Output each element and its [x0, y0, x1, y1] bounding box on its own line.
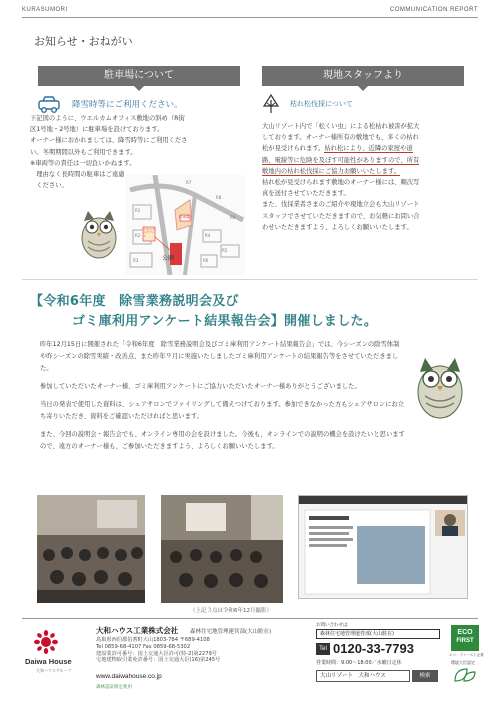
- company-address: [96, 637, 220, 664]
- website-link[interactable]: www.daiwahouse.co.jp: [96, 673, 162, 680]
- wb-caption: 環境大臣認定: [451, 660, 475, 665]
- map-r-label: R7: [186, 180, 192, 185]
- parking-line: オーナー様におかれましては、降雪時等にご利用くださ: [30, 137, 188, 145]
- main-body: [40, 339, 405, 459]
- eco-first-badge: [451, 625, 479, 651]
- company-name: 大和ハウス工業株式会社: [96, 626, 179, 635]
- map-r-label: R4: [205, 233, 211, 238]
- staff-highlight: 路、電線等に危険を及ぼす可能性がありますので、所有: [262, 156, 420, 164]
- main-paragraph: 当日の発表で使用した資料は、シェアサロンでファイリングして備えつけております。参加できなかった方もシェアサロンにお立ち寄りいただき、資料をご確認いただければと思います。: [40, 401, 405, 420]
- main-paragraph: また、今回の説明会・報告会でも、オンライン専用の会を設けました。今後も、オンラインでの説明の機会を設けたいと思いますので、遠方のオーナー様も、ご参加いただきますよう、よろしくお願いいたします。: [40, 431, 405, 450]
- eco-caption: エコ・ファースト企業: [449, 653, 484, 657]
- staff-note-title: 枯れ松伐採について: [290, 100, 353, 108]
- address-line: Tel 0859-68-4107 Fax 0859-68-5302: [96, 643, 191, 650]
- parking-tag: 駐車場: [179, 215, 190, 219]
- staff-line: [262, 143, 472, 154]
- staff-line: また、伐採業者さまのご紹介や現地立会も大山リゾート: [262, 201, 420, 209]
- address-line: 鳥取県西伯郡伯耆町大山1803-784 〒689-4108: [96, 637, 210, 643]
- brand-label: KURASUMORI: [22, 7, 68, 13]
- staff-line: 大山リゾート内で「松くい虫」による松枯れ被害が拡大: [262, 123, 420, 130]
- photo-caption: （上記３点は令和6年12月撮影）: [190, 608, 272, 614]
- staff-line: しております。オーナー様所有の敷地でも、多くの枯れ: [262, 134, 419, 142]
- logo-group: 大和ハウスグループ: [36, 668, 72, 673]
- owl-mascot-icon: [78, 205, 120, 261]
- pine-tree-icon: [262, 94, 280, 114]
- staff-line: 松が見受けられます。: [262, 145, 325, 153]
- map-r-label: R5: [222, 248, 228, 253]
- parking-line: い。冬期期間以外もご利用できます。: [30, 148, 137, 156]
- footer-rule: [22, 618, 478, 619]
- tel-tag: Tel: [316, 643, 330, 655]
- company-division: 森林住宅地管理運営部(大山駐在): [190, 629, 272, 635]
- staff-line: スタッフでさせていただきますので、お気軽にお問い合: [262, 212, 420, 220]
- staff-line: わせいただきますよう、よろしくお願いいたします。: [262, 223, 413, 231]
- meeting-photo-2: [161, 495, 283, 603]
- address-line: 建設業許可番号：国土交通大臣許可(特-2)第2279号: [96, 650, 217, 657]
- header-rule: [22, 17, 478, 18]
- car-icon: [36, 96, 62, 114]
- map-r-label: R3: [133, 258, 139, 263]
- eco-badge-line2: FIRST: [456, 638, 474, 644]
- main-title-line2: ゴミ庫利用アンケート結果報告会】開催しました。: [72, 314, 378, 329]
- phone-number[interactable]: 0120-33-7793: [333, 641, 414, 656]
- staff-line: 真を送付させていただきます。: [262, 190, 350, 198]
- main-paragraph: 昨年12月15日に開催された「令和6年度 除雪業務説明会及びゴミ庫利用アンケート結果報告会」では、今シーズンの除雪体制や昨シーズンの除雪実績・改善点、また昨年９月に実施いたしましたゴミ庫利用アンケートの結果報告等をさせていただきました。: [40, 341, 400, 372]
- map-r-label: R1: [135, 208, 141, 213]
- map-r-label: R8: [216, 195, 222, 200]
- contact-office: 森林住宅地管理運営部(大山駐在): [316, 629, 440, 639]
- address-line: 宅地建物取引業免許番号：国土交通大臣(16)第245号: [96, 657, 221, 664]
- report-label: COMMUNICATION REPORT: [389, 7, 478, 13]
- paper-note: 森林認証紙を使用: [96, 685, 132, 690]
- staff-line: 枯れ松が見受けられます敷地のオーナー様には、順次写: [262, 179, 420, 187]
- parking-line: 区1号地・2号地）に駐車場を設けております。: [30, 126, 164, 134]
- parking-map: [125, 175, 245, 275]
- parking-line: ください。: [30, 182, 68, 190]
- parking-line: 下記図のように、ウエルカムオフィス敷地の斜め（R街: [30, 115, 185, 122]
- main-title-line1: 【令和6年度 除雪業務説明会及び: [30, 294, 239, 309]
- business-hours: 営業時間：9:00～18:00／水曜日定休: [316, 660, 402, 666]
- park-label: 公園: [162, 255, 175, 262]
- daiwa-house-logo-icon: [34, 630, 58, 654]
- office-tag: ウエルカムオフィス: [143, 227, 156, 238]
- search-button[interactable]: 検索: [412, 670, 438, 682]
- contact-label: お問い合わせは: [316, 623, 348, 628]
- staff-highlight: 枯れ松により、近隣の家屋や道: [324, 145, 413, 153]
- staff-highlight: 敷地内の枯れ松伐採にご協力お願いいたします。: [262, 167, 401, 175]
- logo-name: Daiwa House: [25, 657, 72, 666]
- eco-badge-line1: ECO: [457, 629, 473, 636]
- column-divider: [22, 279, 478, 280]
- main-paragraph: 参加していただいたオーナー様、ゴミ庫利用アンケートにご協力いただいたオーナー様ありがとうございました。: [40, 383, 361, 390]
- parking-line: ※車両等の責任は一切負いかねます。: [30, 159, 136, 167]
- biodiversity-leaf-icon: [452, 666, 478, 684]
- staff-line: [262, 166, 472, 177]
- map-r-label: R6: [203, 258, 209, 263]
- parking-line: 理由なく長時間の駐車はご遠慮: [30, 171, 125, 179]
- parking-note-title: 降雪時等にご利用ください。: [72, 100, 183, 110]
- map-r-label: R9: [230, 215, 236, 220]
- staff-text: [262, 121, 472, 233]
- online-session-screenshot: [298, 495, 468, 599]
- parking-heading: 駐車場について: [38, 66, 240, 86]
- section-title: お知らせ・おねがい: [34, 35, 133, 48]
- search-field[interactable]: 大山リゾート 大和ハウス: [316, 670, 410, 682]
- meeting-photo-1: [37, 495, 145, 603]
- map-r-label: R2: [135, 233, 141, 238]
- staff-line: [262, 155, 472, 166]
- owl-mascot-icon: [412, 352, 468, 422]
- staff-heading: 現地スタッフより: [262, 66, 464, 86]
